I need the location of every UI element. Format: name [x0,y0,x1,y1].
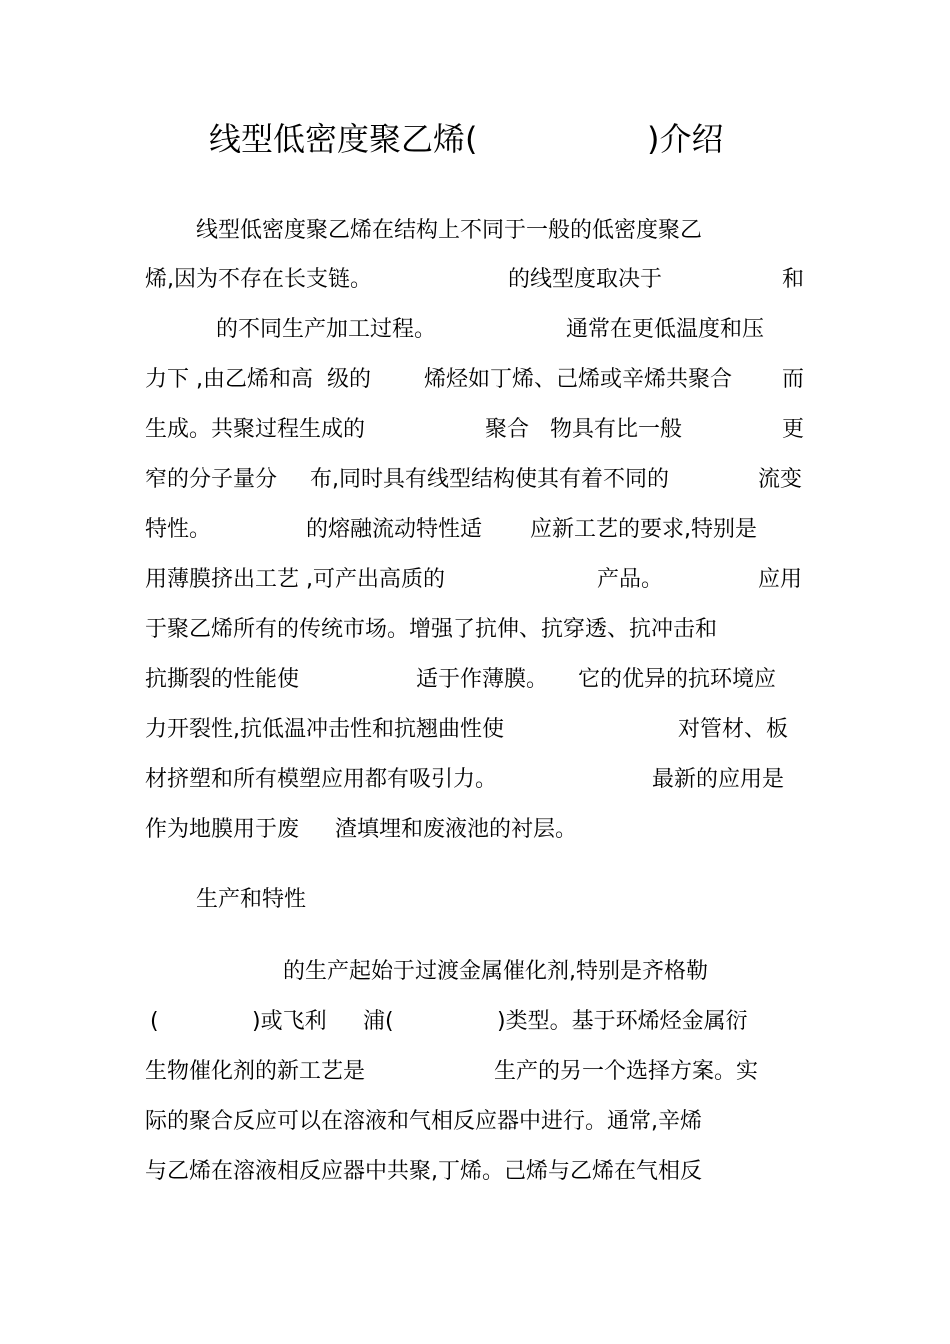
paragraph-line [0,814,950,846]
text-segment: 它的优异的抗环境应 [578,667,777,692]
text-segment: 生产的另一个选择方案。实 [494,1059,759,1084]
section-heading [0,884,950,916]
text-segment: 生物催化剂的新工艺是 [145,1059,366,1084]
text-segment: 流变 [758,467,803,492]
document-title [0,115,950,163]
text-segment: 际的聚合反应可以在溶液和气相反应器中进行。通常,辛烯 [145,1109,702,1134]
text-segment: 抗撕裂的性能使 [145,667,300,692]
text-segment: 的生产起始于过渡金属催化剂,特别是齐格勒 [283,959,708,984]
paragraph-line [0,264,950,296]
paragraph-line [0,564,950,596]
text-segment: 烯,因为不存在长支链。 [145,267,372,292]
text-segment: 线型低密度聚乙烯在结构上不同于一般的低密度聚乙 [196,218,703,243]
text-segment: 力下 ,由乙烯和高 级的 [145,367,371,392]
text-segment: 物具有比一般 [550,417,683,442]
text-segment: 最新的应用是 [652,767,785,792]
text-segment: 作为地膜用于废 [145,817,300,842]
paragraph-line [0,1006,950,1038]
text-segment: 力开裂性,抗低温冲击性和抗翘曲性使 [145,717,504,742]
paragraph-line [0,314,950,346]
text-segment: 产品。 [597,567,664,592]
text-segment: 的线型度取决于 [508,267,663,292]
text-segment: 更 [782,417,805,442]
text-segment: 而 [782,367,805,392]
text-segment: 浦( [363,1009,394,1034]
paragraph-line [0,956,950,988]
text-segment: 布,同时具有线型结构使其有着不同的 [310,467,669,492]
text-segment: 应新工艺的要求,特别是 [530,517,757,542]
text-segment: 窄的分子量分 [145,467,278,492]
paragraph-line [0,215,950,247]
text-segment: 渣填埋和废液池的衬层。 [335,817,578,842]
paragraph-line [0,614,950,646]
paragraph-line [0,664,950,696]
text-segment: 通常在更低温度和压 [566,317,765,342]
text-segment: 与乙烯在溶液相反应器中共聚,丁烯。己烯与乙烯在气相反 [145,1159,702,1184]
paragraph-line [0,364,950,396]
text-segment: 的不同生产加工过程。 [216,317,437,342]
text-segment: 用薄膜挤出工艺 ,可产出高质的 [145,567,445,592]
paragraph-line [0,714,950,746]
text-segment: 烯烃如丁烯、己烯或辛烯共聚合 [424,367,733,392]
paragraph-line [0,464,950,496]
paragraph-line [0,1056,950,1088]
text-segment: 对管材、板 [678,717,789,742]
text-segment: 特性。 [145,517,212,542]
text-segment: )类型。基于环烯烃金属衍 [497,1009,748,1034]
text-segment: )或飞利 [252,1009,327,1034]
paragraph-line [0,414,950,446]
text-segment: 材挤塑和所有模塑应用都有吸引力。 [145,767,498,792]
paragraph-line [0,1106,950,1138]
paragraph-line [0,514,950,546]
title-part-1: 线型低密度聚乙烯( [209,120,478,158]
text-segment: 聚合 [485,417,530,442]
paragraph-line [0,764,950,796]
section-heading-text: 生产和特性 [196,887,307,912]
text-segment: 生成。共聚过程生成的 [145,417,366,442]
text-segment: 的熔融流动特性适 [306,517,483,542]
text-segment: ( [150,1009,159,1034]
title-part-2: )介绍 [647,120,724,158]
text-segment: 和 [782,267,805,292]
text-segment: 适于作薄膜。 [416,667,549,692]
text-segment: 于聚乙烯所有的传统市场。增强了抗伸、抗穿透、抗冲击和 [145,617,718,642]
paragraph-line [0,1156,950,1188]
text-segment: 应用 [758,567,803,592]
